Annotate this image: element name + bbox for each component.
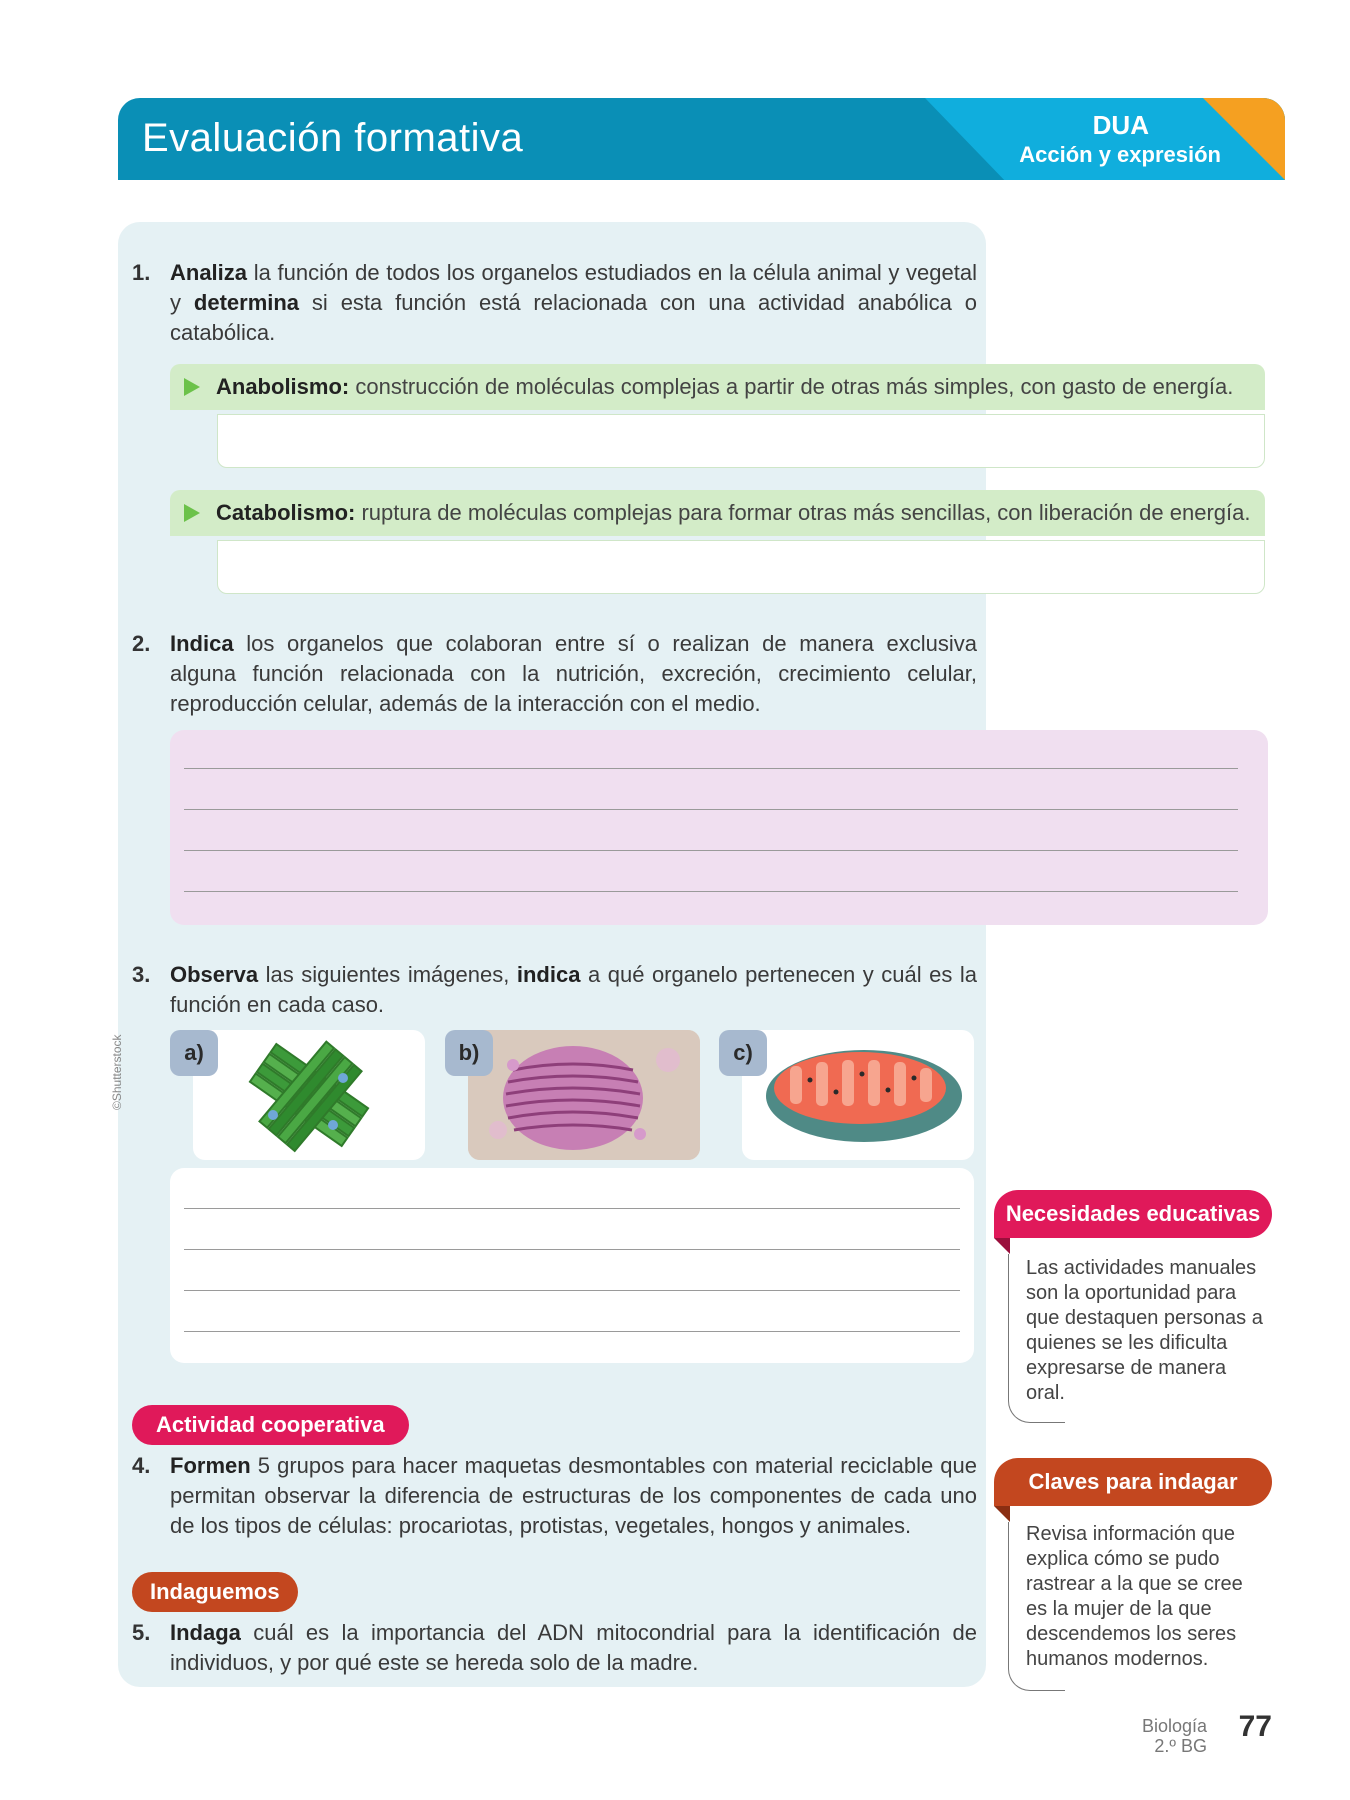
question-number: 1. <box>132 260 151 285</box>
question-3-answer-lines[interactable] <box>170 1168 974 1363</box>
subject-name: Biología <box>1141 1716 1207 1736</box>
answer-line <box>184 768 1238 769</box>
question-text <box>170 1618 977 1678</box>
image-mitochondrion <box>742 1030 974 1160</box>
question-2-answer-lines[interactable] <box>170 730 1268 925</box>
necesidades-educativas-header: Necesidades educativas <box>994 1190 1272 1238</box>
definition: construcción de moléculas complejas a partir de otras más simples, con gasto de energía. <box>349 374 1234 399</box>
play-icon <box>184 504 200 522</box>
anabolismo-definition <box>170 364 1265 410</box>
answer-line <box>184 891 1238 892</box>
play-icon <box>184 378 200 396</box>
question-text <box>170 258 977 348</box>
verb: Observa <box>170 962 259 987</box>
text: cuál es la importancia del ADN mitocondrial para la identificación de individuos, y por qué este se hereda solo de la madre. <box>170 1620 977 1675</box>
verb: Indaga <box>170 1620 241 1645</box>
image-golgi <box>468 1030 700 1160</box>
verb: Indica <box>170 631 234 656</box>
question-number: 2. <box>132 631 151 656</box>
definition-text <box>216 364 1233 410</box>
image-label-a: a) <box>170 1030 218 1076</box>
question-text <box>170 629 977 719</box>
answer-line <box>184 809 1238 810</box>
text: 5 grupos para hacer maquetas desmontables con material reciclable que permitan observar la diferencia de estructuras de los componentes de cada uno de los tipos de células: procariotas, protistas, vegetales, hongos y animales. <box>170 1453 977 1538</box>
claves-para-indagar-text: Revisa información que explica cómo se pudo rastrear a la que se cree es la mujer de la que descendemos los seres humanos modernos. <box>1026 1523 1243 1670</box>
page-title: Evaluación formativa <box>142 116 524 160</box>
question-3 <box>132 960 977 1020</box>
centriole-illustration <box>193 1030 425 1160</box>
mitochondrion-illustration <box>742 1030 974 1160</box>
dua-subtitle: Acción y expresión <box>1019 142 1221 167</box>
question-number: 3. <box>132 962 151 987</box>
verb: Formen <box>170 1453 251 1478</box>
text: la función de todos los organelos estudiados en la célula animal y vegetal y <box>170 260 977 315</box>
claves-para-indagar-header: Claves para indagar <box>994 1458 1272 1506</box>
section-header <box>118 98 1285 180</box>
image-credit: ©Shutterstock <box>110 1034 124 1110</box>
text: las siguientes imágenes, <box>258 962 517 987</box>
footer-subject <box>1142 1716 1207 1756</box>
golgi-illustration <box>468 1030 700 1160</box>
text: si esta función está relacionada con una actividad anabólica o catabólica. <box>170 290 977 345</box>
claves-fold <box>994 1506 1010 1522</box>
catabolismo-answer-field[interactable] <box>217 540 1265 594</box>
page-number: 77 <box>1238 1710 1272 1743</box>
image-label-b: b) <box>445 1030 493 1076</box>
question-number: 5. <box>132 1620 151 1645</box>
question-1 <box>132 258 977 348</box>
term: Catabolismo: <box>216 500 356 525</box>
question-5 <box>132 1618 977 1678</box>
indaguemos-badge: Indaguemos <box>132 1572 298 1612</box>
question-number: 4. <box>132 1453 151 1478</box>
definition-text <box>216 490 1250 536</box>
actividad-cooperativa-badge: Actividad cooperativa <box>132 1405 409 1445</box>
catabolismo-definition <box>170 490 1265 536</box>
term: Anabolismo: <box>216 374 350 399</box>
answer-line <box>184 1208 960 1209</box>
anabolismo-answer-field[interactable] <box>217 414 1265 468</box>
image-centriole <box>193 1030 425 1160</box>
question-2 <box>132 629 977 719</box>
answer-line <box>184 1249 960 1250</box>
image-label-c: c) <box>719 1030 767 1076</box>
question-text <box>170 1451 977 1541</box>
text: a qué organelo pertenecen y cuál es la función en cada caso. <box>170 962 977 1017</box>
text: los organelos que colaboran entre sí o realizan de manera exclusiva alguna función relacionada con la nutrición, excreción, crecimiento celular, reproducción celular, además de la interacción con el medio. <box>170 631 977 716</box>
answer-line <box>184 1290 960 1291</box>
question-text <box>170 960 977 1020</box>
answer-line <box>184 1331 960 1332</box>
dua-title: DUA <box>1092 110 1149 140</box>
grade-label: 2.º BG <box>1154 1736 1207 1756</box>
verb: Analiza <box>170 260 248 285</box>
answer-line <box>184 850 1238 851</box>
verb: indica <box>516 962 581 987</box>
definition: ruptura de moléculas complejas para formar otras más sencillas, con liberación de energía. <box>355 500 1251 525</box>
verb: determina <box>193 290 300 315</box>
question-4 <box>132 1451 977 1541</box>
necesidades-fold <box>994 1238 1010 1254</box>
necesidades-educativas-text: Las actividades manuales son la oportunidad para que destaquen personas a quienes se les dificulta expresarse de manera oral. <box>1026 1257 1263 1404</box>
